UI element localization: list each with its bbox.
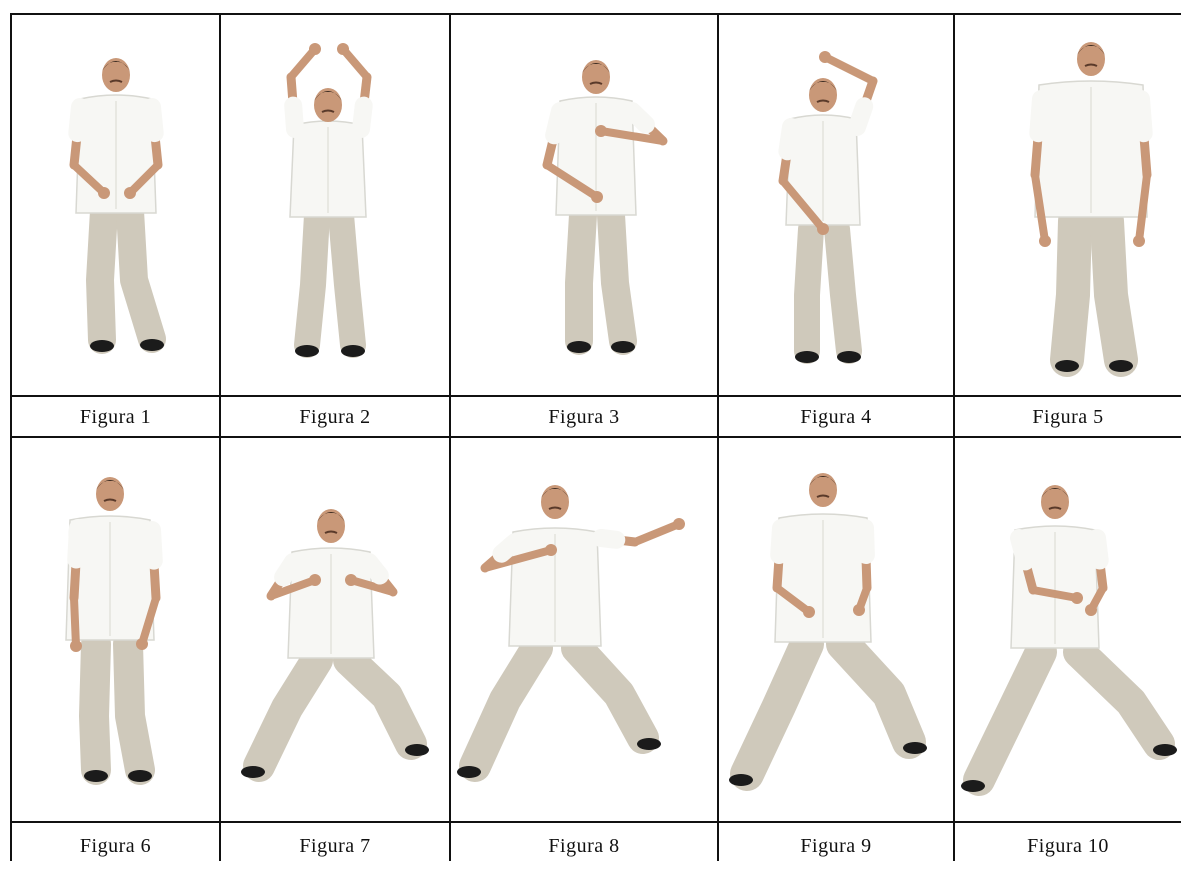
figure-5-caption: Figura 5	[1032, 406, 1104, 428]
shoe-right	[140, 339, 164, 351]
shoe-left	[295, 345, 319, 357]
head	[809, 78, 837, 112]
trouser-leg-left	[579, 215, 583, 341]
hand-left	[803, 606, 815, 618]
hand-right	[819, 51, 831, 63]
trouser-leg-left	[259, 660, 317, 766]
trouser-leg-left	[807, 229, 811, 351]
forearm-left	[74, 598, 76, 646]
trouser-leg-right	[611, 215, 623, 341]
shoe-left	[1055, 360, 1079, 372]
hand-right	[1085, 604, 1097, 616]
hand-right	[673, 518, 685, 530]
hand-left	[1039, 235, 1051, 247]
trouser-leg-right	[1079, 652, 1159, 744]
trouser-leg-left	[100, 211, 104, 340]
sleeve-right	[369, 562, 380, 576]
head	[541, 485, 569, 519]
trouser-leg-left	[1067, 221, 1075, 360]
figure-6-image	[12, 438, 219, 821]
shoe-right	[837, 351, 861, 363]
figure-3-image	[451, 15, 717, 395]
sleeve-right	[152, 530, 154, 561]
shoe-right	[1153, 744, 1177, 756]
hand-left	[1071, 592, 1083, 604]
figure-8-caption: Figura 8	[548, 835, 620, 857]
hand-right	[337, 43, 349, 55]
forearm-right	[635, 524, 679, 542]
shoe-left	[457, 766, 481, 778]
head	[809, 473, 837, 507]
shoe-right	[637, 738, 661, 750]
figure-6-caption: Figura 6	[79, 835, 152, 857]
figure-5-image	[955, 15, 1181, 395]
sleeve-right	[361, 106, 364, 129]
sleeve-left	[779, 528, 781, 555]
hand-right	[595, 125, 607, 137]
shoe-right	[128, 770, 152, 782]
figure-4-caption: Figura 4	[800, 406, 872, 428]
trouser-leg-right	[128, 644, 140, 770]
hand-left	[591, 191, 603, 203]
shoe-right	[611, 341, 635, 353]
trouser-leg-left	[307, 215, 317, 345]
sleeve-left	[293, 106, 295, 129]
figure-1-caption: Figura 1	[79, 406, 152, 428]
head	[96, 477, 124, 511]
sleeve-left	[76, 528, 78, 560]
figure-8-image	[451, 438, 717, 821]
figure-7-caption: Figura 7	[299, 835, 371, 857]
trouser-leg-left	[747, 644, 807, 774]
hand-right	[124, 187, 136, 199]
sleeve-right	[857, 106, 864, 127]
sleeve-right	[601, 538, 616, 540]
head	[582, 60, 610, 94]
shoe-right	[903, 742, 927, 754]
sleeve-right	[152, 107, 155, 133]
shoe-left	[961, 780, 985, 792]
sleeve-right	[1141, 99, 1144, 133]
sleeve-left	[283, 562, 293, 577]
head	[317, 509, 345, 543]
shoe-right	[1109, 360, 1133, 372]
figure-2-image	[221, 15, 449, 395]
trouser-leg-left	[475, 648, 537, 766]
hand-left	[817, 223, 829, 235]
hand-left	[309, 574, 321, 586]
shoe-left	[567, 341, 591, 353]
figure-10-image	[955, 438, 1181, 821]
trouser-leg-left	[979, 652, 1041, 780]
sleeve-left	[502, 542, 516, 554]
hand-right	[1133, 235, 1145, 247]
head	[1077, 42, 1105, 76]
shoe-right	[405, 744, 429, 756]
sleeve-left	[1019, 538, 1025, 561]
head	[314, 88, 342, 122]
trouser-leg-right	[130, 211, 152, 339]
hand-right	[345, 574, 357, 586]
hand-right	[853, 604, 865, 616]
figure-4-image	[719, 15, 953, 395]
sleeve-left	[77, 107, 80, 133]
sleeve-right	[865, 528, 866, 555]
trouser-leg-right	[577, 648, 643, 738]
trouser-leg-right	[341, 215, 353, 345]
hand-right	[136, 638, 148, 650]
shoe-left	[795, 351, 819, 363]
shoe-right	[341, 345, 365, 357]
trouser-leg-right	[843, 644, 909, 742]
sleeve-left	[1038, 99, 1041, 133]
trouser-leg-right	[349, 660, 411, 744]
hand-left	[309, 43, 321, 55]
trouser-leg-right	[837, 229, 849, 351]
shoe-left	[84, 770, 108, 782]
hand-left	[98, 187, 110, 199]
figure-7-image	[221, 438, 449, 821]
sleeve-left	[554, 111, 560, 135]
forearm-right	[825, 57, 873, 81]
sleeve-right	[632, 111, 646, 125]
trouser-leg-right	[1107, 221, 1121, 360]
sleeve-right	[1097, 538, 1100, 561]
shoe-left	[90, 340, 114, 352]
shoe-left	[241, 766, 265, 778]
shoe-left	[729, 774, 753, 786]
figure-9-image	[719, 438, 953, 821]
hand-left	[70, 640, 82, 652]
figure-2-caption: Figura 2	[299, 406, 371, 428]
head	[102, 58, 130, 92]
figure-10-caption: Figura 10	[1027, 835, 1109, 857]
sleeve-left	[787, 127, 791, 151]
trouser-leg-left	[94, 644, 96, 770]
figure-1-image	[12, 15, 219, 395]
head	[1041, 485, 1069, 519]
figure-3-caption: Figura 3	[548, 406, 620, 428]
hand-left	[545, 544, 557, 556]
figure-9-caption: Figura 9	[800, 835, 872, 857]
